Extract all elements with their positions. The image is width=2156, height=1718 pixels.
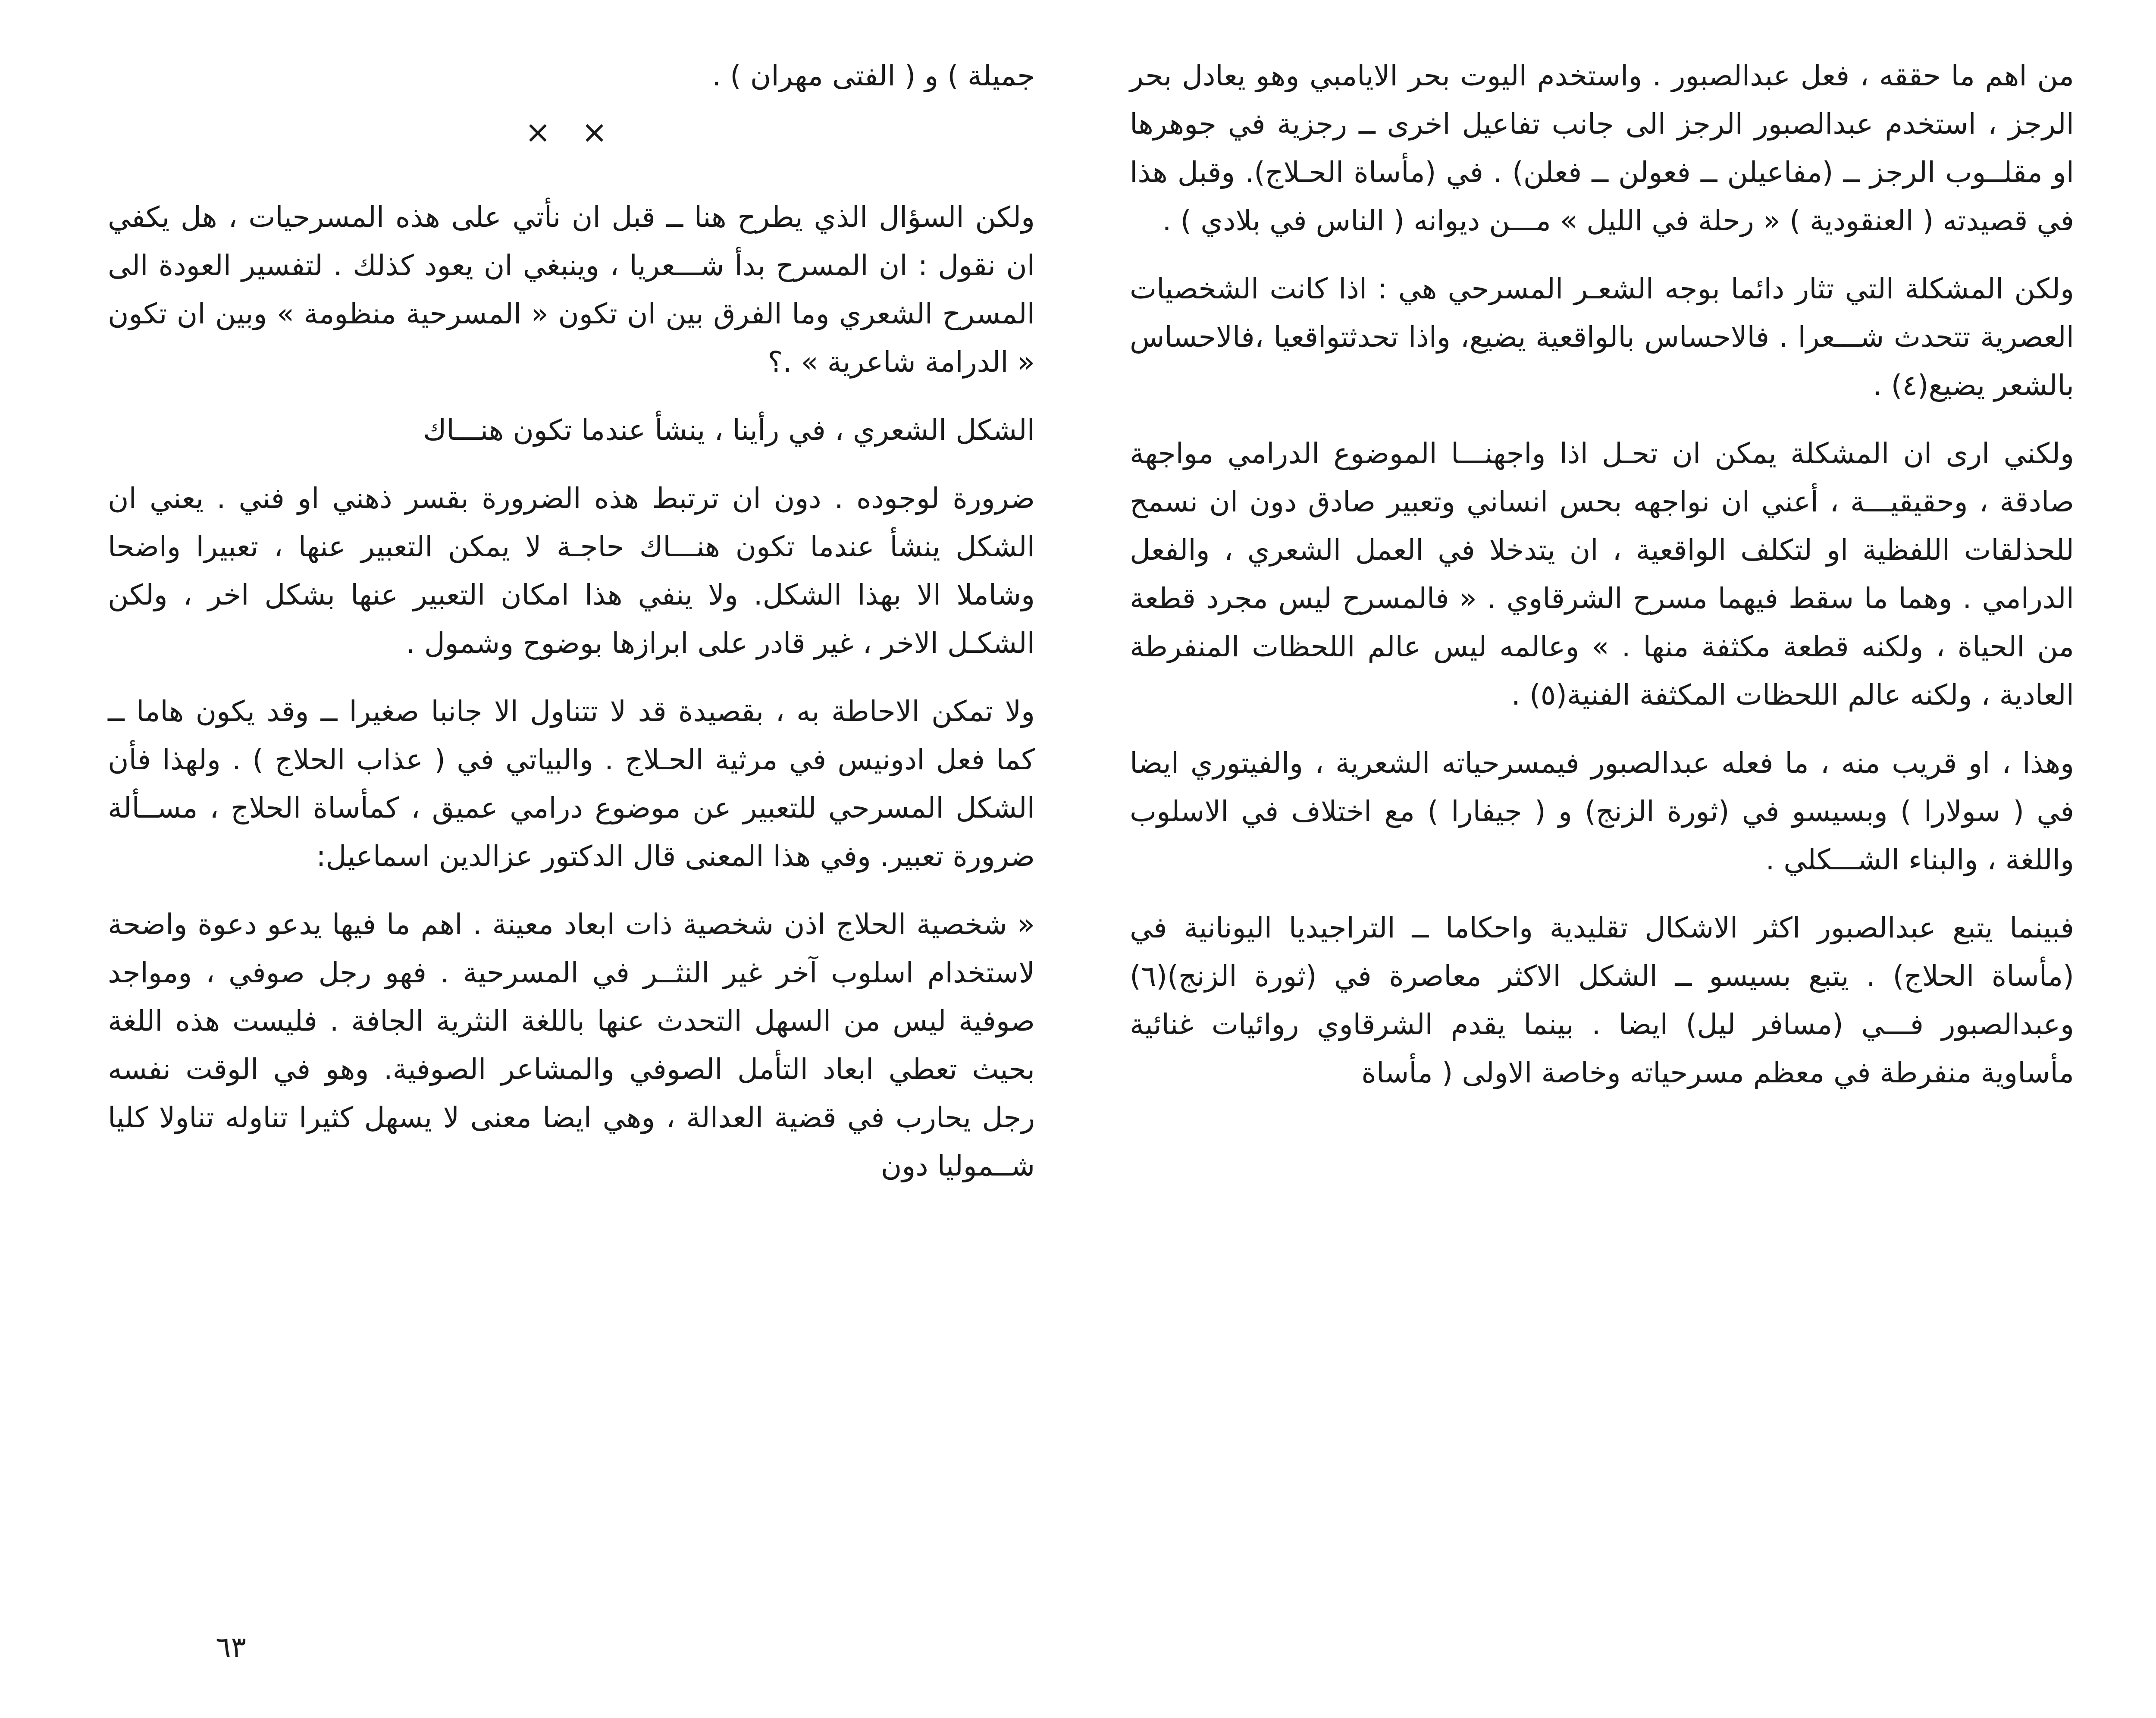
paragraph: ولكني ارى ان المشكلة يمكن ان تحـل اذا واجهنـــا الموضوع الدرامي مواجهة صادقة ، وحقيقيـــة ، أعني ان نواجهه بحس انساني وتعبير صادق دون ان نسمح للحذلقات اللفظية او لتكلف الواقعية ، ان يتدخلا في العمل الشعري ، والفعل الدرامي . وهما ما سقط فيهما مسرح الشرقاوي . « فالمسرح ليس مجرد قطعة من الحياة ، ولكنه قطعة مكثفة منها . » وعالمه ليس عالم اللحظات المنفرطة العادية ، ولكنه عالم اللحظات المكثفة الفنية(٥) . [1130, 437, 2074, 712]
paragraph: ضرورة لوجوده . دون ان ترتبط هذه الضرورة بقسر ذهني او فني . يعني ان الشكل ينشأ عندما تكون هنـــاك حاجـة لا يمكن التعبير عنها ، تعبيرا واضحا وشاملا الا بهذا الشكل. ولا ينفي هذا امكان التعبير عنها بشكل اخر ، ولكن الشكـل الاخر ، غير قادر على ابرازها بوضوح وشمول . [108, 482, 1035, 660]
paragraph: فبينما يتبع عبدالصبور اكثر الاشكال تقليدية واحكاما ــ التراجيديا اليونانية في (مأساة الحلاج) . يتبع بسيسو ــ الشكل الاكثر معاصرة في (ثورة الزنج)(٦) وعبدالصبور فـــي (مسافر ليل) ايضا . بينما يقدم الشرقاوي روائيات غنائية مأساوية منفرطة في معظم مسرحياته وخاصة الاولى ( مأساة [1130, 911, 2074, 1089]
right-text-column [1130, 52, 2074, 1117]
paragraph: من اهم ما حققه ، فعل عبدالصبور . واستخدم اليوت بحر الايامبي وهو يعادل بحر الرجز ، استخدم عبدالصبور الرجز الى جانب تفاعيل اخرى ــ رجزية في جوهرها او مقلــوب الرجز ــ (مفاعيلن ــ فعولن ــ فعلن) . في (مأساة الحـلاج). وقبل هذا في قصيدته ( العنقودية ) « رحلة في الليل » مـــن ديوانه ( الناس في بلادي ) . [1130, 59, 2074, 237]
paragraph: « شخصية الحلاج اذن شخصية ذات ابعاد معينة . اهم ما فيها يدعو دعوة واضحة لاستخدام اسلوب آخر غير النثــر في المسرحية . فهو رجل صوفي ، ومواجد صوفية ليس من السهل التحدث عنها باللغة النثرية الجافة . فليست هذه اللغة بحيث تعطي ابعاد التأمل الصوفي والمشاعر الصوفية. وهو في الوقت نفسه رجل يحارب في قضية العدالة ، وهي ايضا معنى لا يسهل كثيرا تناوله تناولا كليا شــموليا دون [108, 908, 1035, 1182]
paragraph: وهذا ، او قريب منه ، ما فعله عبدالصبور فيمسرحياته الشعرية ، والفيتوري ايضا في ( سولارا ) وبسيسو في (ثورة الزنج) و ( جيفارا ) مع اختلاف في الاسلوب واللغة ، والبناء الشـــكلي . [1130, 746, 2074, 876]
paragraph: ولكن المشكلة التي تثار دائما بوجه الشعـر المسرحي هي : اذا كانت الشخصيات العصرية تتحدث شـــعرا . فالاحساس بالواقعية يضيع، واذا تحدثتواقعيا ،فالاحساس بالشعر يضيع(٤) . [1130, 272, 2074, 402]
continued-line: جميلة ) و ( الفتى مهران ) . [712, 59, 1035, 92]
paragraph: ولا تمكن الاحاطة به ، بقصيدة قد لا تتناول الا جانبا صغيرا ــ وقد يكون هاما ــ كما فعل ادونيس في مرثية الحـلاج . والبياتي في ( عذاب الحلاج ) . ولهذا فأن الشكل المسرحي للتعبير عن موضوع درامي عميق ، كمأساة الحلاج ، مســألة ضرورة تعبير. وفي هذا المعنى قال الدكتور عزالدين اسماعيل: [108, 695, 1035, 873]
page-number: ٦٣ [216, 1630, 246, 1664]
left-text-column [108, 52, 1035, 1210]
paragraph: ولكن السؤال الذي يطرح هنا ــ قبل ان نأتي على هذه المسرحيات ، هل يكفي ان نقول : ان المسرح بدأ شـــعريا ، وينبغي ان يعود كذلك . لتفسير العودة الى المسرح الشعري وما الفرق بين ان تكون « المسرحية منظومة » وبين ان تكون « الدرامة شاعرية » .؟ [108, 201, 1035, 379]
paragraph: الشكل الشعري ، في رأينا ، ينشأ عندما تكون هنـــاك [423, 414, 1035, 447]
section-separator: × × [525, 114, 618, 150]
